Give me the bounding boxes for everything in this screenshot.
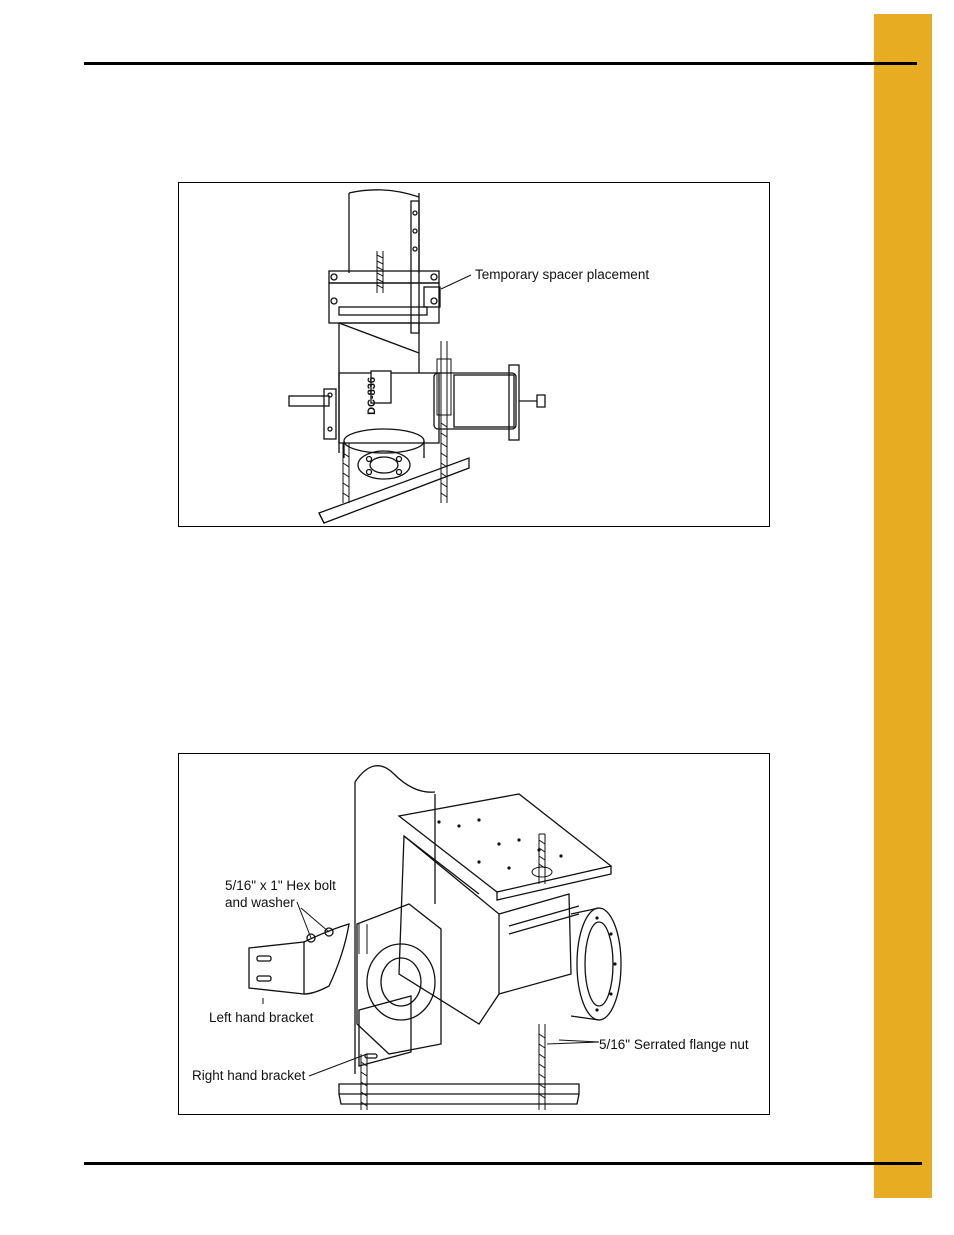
footer-rule — [84, 1162, 922, 1165]
callout-right-hand-bracket: Right hand bracket — [192, 1068, 306, 1083]
callout-serrated-flange-nut: 5/16" Serrated flange nut — [599, 1037, 749, 1052]
figure-bracket-installation — [178, 753, 770, 1115]
header-rule — [84, 62, 917, 65]
callout-hex-bolt-line1: 5/16" x 1" Hex bolt — [225, 878, 336, 893]
section-side-tab — [874, 14, 932, 1198]
figure-spacer-placement — [178, 182, 770, 527]
motor-label: DC-836 — [366, 377, 378, 415]
drive-assembly-illustration — [179, 183, 769, 526]
callout-temporary-spacer: Temporary spacer placement — [475, 267, 650, 282]
callout-left-hand-bracket: Left hand bracket — [209, 1010, 314, 1025]
callout-hex-bolt-line2: and washer — [225, 895, 295, 910]
bracket-assembly-illustration — [179, 754, 769, 1114]
